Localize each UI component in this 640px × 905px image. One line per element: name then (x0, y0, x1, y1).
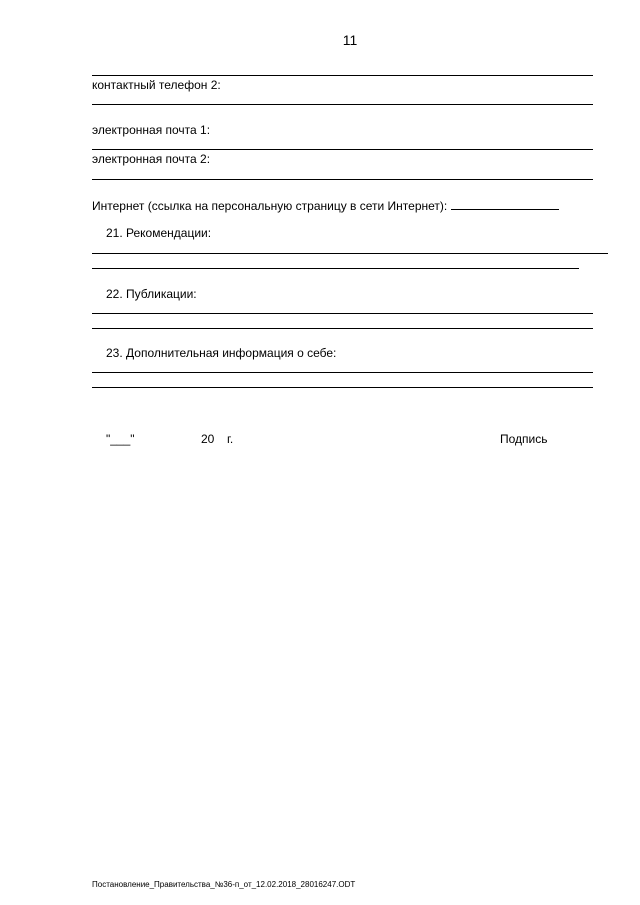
recommendations-heading: 21. Рекомендации: (106, 226, 212, 240)
internet-field (92, 197, 559, 213)
additional-info-heading: 23. Дополнительная информация о себе: (106, 346, 337, 360)
recommendations-line-1[interactable] (92, 253, 608, 254)
email1-label: электронная почта 1: (92, 123, 211, 137)
internet-label: Интернет (ссылка на персональную страницу в сети Интернет): (92, 199, 448, 213)
page-number: 11 (342, 32, 358, 48)
additional-info-line-1[interactable] (92, 372, 593, 373)
footer-filename: Постановление_Правительства_№36-п_от_12.02.2018_28016247.ODT (92, 880, 356, 889)
additional-info-line-2[interactable] (92, 387, 593, 388)
date-day-placeholder[interactable]: "___" (106, 432, 135, 446)
email2-label: электронная почта 2: (92, 152, 211, 166)
publications-heading: 22. Публикации: (106, 287, 197, 301)
publications-line-1[interactable] (92, 313, 593, 314)
date-year-suffix: г. (227, 432, 234, 446)
phone2-line[interactable] (92, 104, 593, 105)
internet-blank[interactable] (451, 197, 559, 210)
email2-line[interactable] (92, 179, 593, 180)
signature-label: Подпись (500, 432, 548, 446)
recommendations-line-2[interactable] (92, 268, 579, 269)
publications-line-2[interactable] (92, 328, 593, 329)
email1-line[interactable] (92, 149, 593, 150)
phone2-label: контактный телефон 2: (92, 78, 221, 92)
date-year-prefix: 20 (201, 432, 215, 446)
field-line-top (92, 75, 593, 76)
signature-row (0, 432, 640, 448)
